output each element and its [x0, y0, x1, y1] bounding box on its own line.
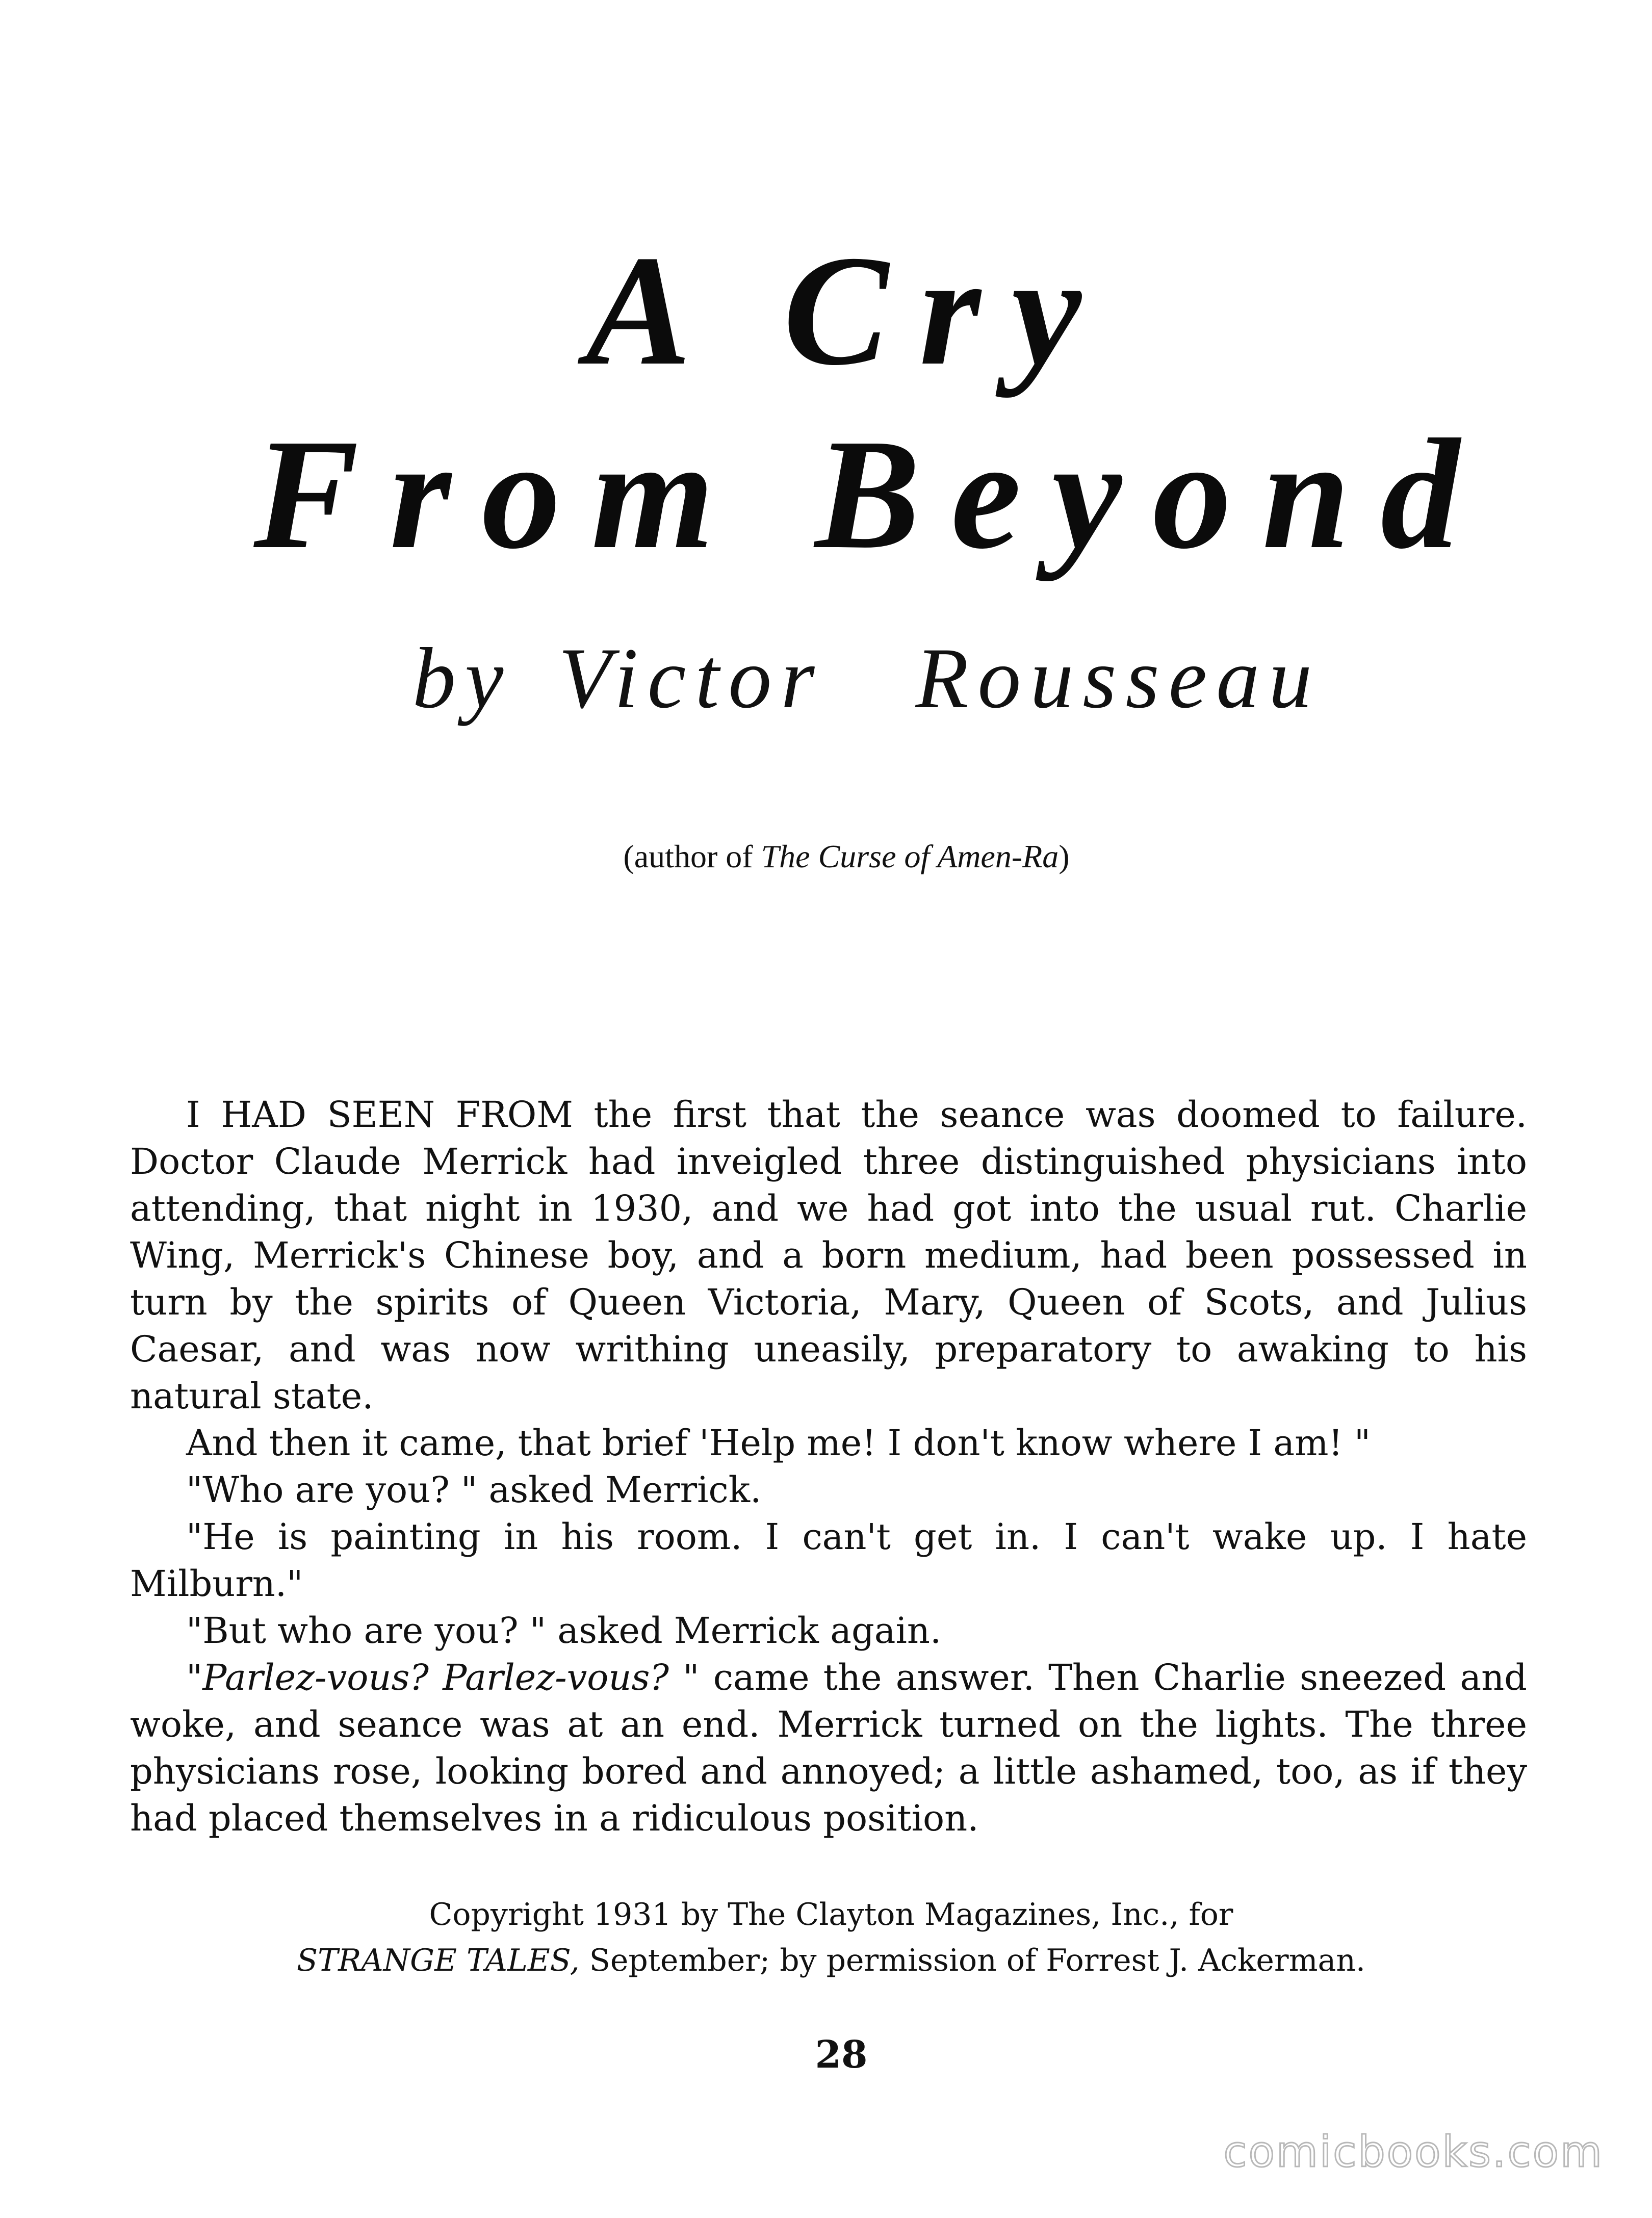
paragraph-3: "Who are you? " asked Merrick.: [186, 1469, 762, 1511]
watermark: comicbooks.com: [1223, 2127, 1604, 2177]
paragraph-6-rest: came the answer. Then Charlie sneezed and woke, and seance was at an end. Merrick turned on the lights. The three physicians rose, looking bored and annoyed; a little ashamed, too, as if they had placed themselves in a ridiculous position.: [130, 1657, 1527, 1839]
copyright-magazine: STRANGE TALES,: [297, 1943, 580, 1978]
byline: [0, 627, 1652, 729]
paragraph-2: And then it came, that brief 'Help me! I don't know where I am! ": [186, 1422, 1371, 1464]
byline-by: by: [412, 630, 513, 726]
author-last-name: Rousseau: [915, 630, 1322, 726]
paragraph-4: "He is painting in his room. I can't get in. I can't wake up. I hate Milburn.": [130, 1516, 1527, 1605]
page-number: 28: [815, 2033, 868, 2077]
paragraph-6: [130, 1654, 1527, 1842]
author-note-suffix: ): [1059, 838, 1070, 874]
author-first-name: Victor: [558, 630, 824, 726]
paragraph-1: I HAD SEEN FROM the first that the seance was doomed to failure. Doctor Claude Merrick had inveigled three distinguished physicians into attending, that night in 1930, and we had got into the usual rut. Charlie Wing, Merrick's Chinese boy, and a born medium, had been possessed in turn by the spirits of Queen Victoria, Mary, Queen of Scots, and Julius Caesar, and was now writhing uneasily, preparatory to awaking to his natural state.: [130, 1094, 1527, 1417]
copyright-notice: [286, 1892, 1377, 1983]
story-title-line-1: A Cry: [585, 223, 1113, 398]
author-note: [0, 836, 1652, 877]
story-title-line-2: From Beyond: [253, 407, 1490, 582]
author-note-work: The Curse of Amen-Ra: [761, 838, 1059, 874]
author-note-prefix: (author of: [623, 838, 761, 874]
copyright-line-1: Copyright 1931 by The Clayton Magazines, Inc., for: [429, 1897, 1233, 1932]
paragraph-5: "But who are you? " asked Merrick again.: [186, 1610, 942, 1652]
paragraph-6-italic: "Parlez-vous? Parlez-vous? ": [186, 1657, 700, 1698]
copyright-line-2: September; by permission of Forrest J. Ackerman.: [579, 1943, 1365, 1978]
story-body: [130, 1091, 1527, 1842]
